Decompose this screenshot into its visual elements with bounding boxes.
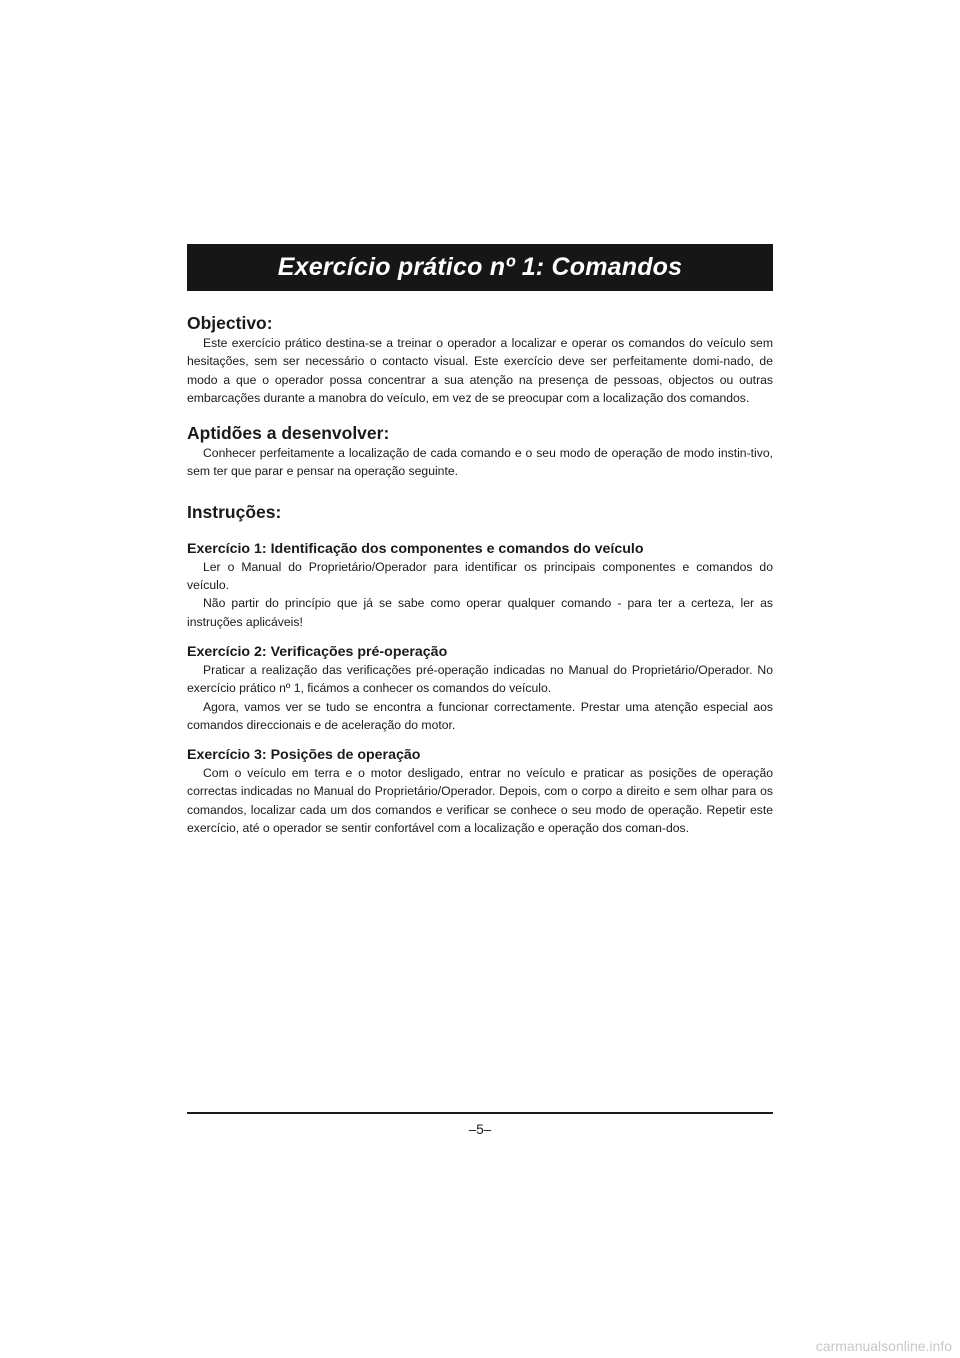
exercise-2 <box>187 644 773 734</box>
section-heading: Objectivo: <box>187 313 273 333</box>
watermark: carmanualsonline.info <box>815 1338 952 1354</box>
exercise-paragraph: Ler o Manual do Proprietário/Operador para identificar os principais componentes e comandos do veículo. <box>187 559 773 593</box>
footer-divider <box>187 1112 773 1114</box>
section-objectivo <box>187 312 773 407</box>
exercise-heading: Exercício 1: Identificação dos componentes e comandos do veículo <box>187 540 644 557</box>
exercise-paragraph: Praticar a realização das verificações pré-operação indicadas no Manual do Proprietário/Operador. No exercício prático nº 1, ficámos a conhecer os comandos do veículo. <box>187 662 773 696</box>
exercise-paragraph: Agora, vamos ver se tudo se encontra a funcionar correctamente. Prestar uma atenção especial aos comandos direccionais e de aceleração do motor. <box>187 699 773 732</box>
exercise-1 <box>187 541 773 631</box>
document-body <box>187 312 773 837</box>
section-paragraph: Este exercício prático destina-se a treinar o operador a localizar e operar os comandos do veículo sem hesitações, sem ser necessário o contacto visual. Este exercício deve ser perfeitamente domi-nado, de modo a que o operador possa concentrar a sua atenção na presença de pessoas, objectos ou outras embarcações durante a manobra do veículo, em vez de se preocupar com a localização dos comandos. <box>187 336 773 405</box>
exercise-paragraph: Não partir do princípio que já se sabe como operar qualquer comando - para ter a certeza, ler as instruções aplicáveis! <box>187 596 773 629</box>
section-aptidoes <box>187 422 773 481</box>
exercise-heading: Exercício 3: Posições de operação <box>187 747 421 764</box>
exercise-paragraph: Com o veículo em terra e o motor desligado, entrar no veículo e praticar as posições de operação correctas indicadas no Manual do Proprietário/Operador. Depois, com o corpo a direito e sem olhar para os comandos, localizar cada um dos comandos e verificar se conhece o seu modo de operação. Repetir este exercício, até o operador se sentir confortável com a localização e operação dos coman-dos. <box>187 766 773 836</box>
page-title: Exercício prático nº 1: Comandos <box>277 253 683 281</box>
title-banner <box>187 244 773 291</box>
page-number: –5– <box>468 1122 492 1137</box>
section-instrucoes <box>187 501 773 838</box>
section-heading: Aptidões a desenvolver: <box>187 423 390 444</box>
exercise-heading: Exercício 2: Verificações pré-operação <box>187 643 448 660</box>
section-heading: Instruções: <box>187 501 282 522</box>
exercise-3 <box>187 747 773 837</box>
section-paragraph: Conhecer perfeitamente a localização de cada comando e o seu modo de operação de modo instin-tivo, sem ter que parar e pensar na operação seguinte. <box>187 446 773 479</box>
